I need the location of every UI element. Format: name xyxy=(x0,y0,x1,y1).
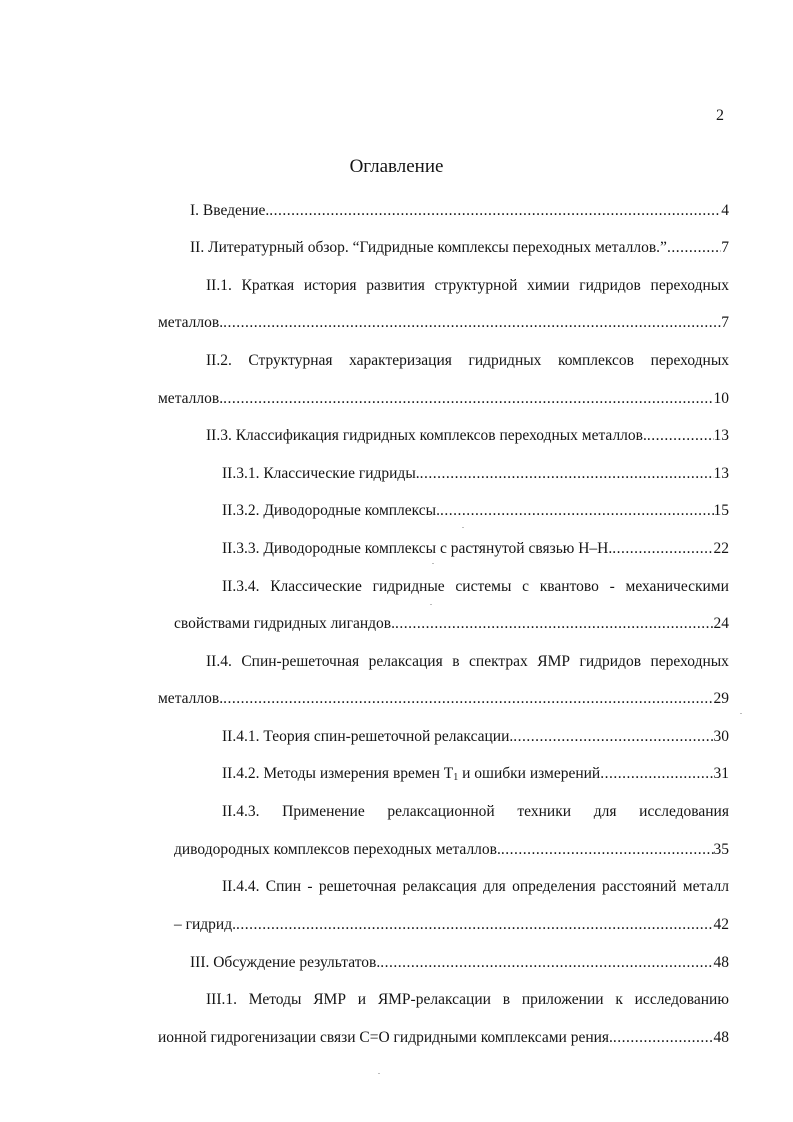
toc-leader-dots xyxy=(647,426,714,446)
toc-page-number: 13 xyxy=(713,465,729,482)
toc-page-number: 24 xyxy=(713,615,729,632)
toc-word: переходных xyxy=(650,352,729,369)
toc-word: химии xyxy=(527,277,570,294)
toc-word: к xyxy=(615,991,623,1008)
toc-entry-iii1-line1[interactable] xyxy=(206,990,729,1010)
toc-leader-dots xyxy=(269,201,721,221)
scan-speck xyxy=(378,1073,380,1074)
toc-word: системы xyxy=(455,578,512,595)
toc-word: ЯМР xyxy=(313,991,346,1008)
toc-page-number: 29 xyxy=(713,690,729,707)
toc-leader-dots xyxy=(612,539,713,559)
page-number: 2 xyxy=(716,107,724,124)
toc-word: - xyxy=(307,878,313,895)
toc-entry-results-discussion[interactable] xyxy=(190,953,729,973)
toc-word: исследования xyxy=(639,803,729,820)
toc-leader-dots xyxy=(223,389,713,409)
toc-word: Классические xyxy=(270,578,362,595)
toc-page-number: 4 xyxy=(721,202,729,219)
scan-speck xyxy=(462,527,464,528)
toc-word: решеточная xyxy=(318,878,397,895)
subscript-one: 1 xyxy=(453,772,459,783)
toc-word: Методы xyxy=(248,991,302,1008)
toc-leader-dots xyxy=(513,727,713,747)
toc-word: развития xyxy=(366,277,425,294)
toc-page-number: 42 xyxy=(713,916,729,933)
toc-page-number: 13 xyxy=(713,427,729,444)
toc-word: структурной xyxy=(434,277,518,294)
toc-word: III.1. xyxy=(206,991,237,1008)
toc-text-part: и ошибки измерений xyxy=(458,765,601,782)
toc-entry-text: металлов. xyxy=(158,390,224,407)
toc-page-number: 48 xyxy=(713,1029,729,1046)
toc-word: Спин-решеточная xyxy=(241,653,360,670)
toc-word: Структурная xyxy=(248,352,333,369)
toc-entry-text: II.3.2. Диводородные комплексы. xyxy=(222,502,440,519)
toc-entry-ii3[interactable] xyxy=(206,426,729,446)
toc-leader-dots xyxy=(420,464,714,484)
toc-entry-ii41[interactable] xyxy=(222,727,729,747)
toc-leader-dots xyxy=(440,501,714,521)
toc-leader-dots xyxy=(600,764,713,784)
toc-leader-dots xyxy=(236,915,714,935)
toc-word: металл xyxy=(682,878,729,895)
toc-entry-text: II.3.3. Диводородные комплексы с растянутой связью Н–Н. xyxy=(222,540,613,557)
toc-word: ЯМР-релаксации xyxy=(377,991,491,1008)
toc-entry-text: ионной гидрогенизации связи С=О гидридными комплексами рения. xyxy=(158,1029,613,1046)
toc-entry-text: I. Введение. xyxy=(190,202,270,219)
toc-entry-ii1-line1[interactable] xyxy=(206,276,729,296)
toc-word: II.2. xyxy=(206,352,232,369)
toc-leader-dots xyxy=(223,689,713,709)
toc-entry-text: диводородных комплексов переходных металлов. xyxy=(174,841,501,858)
toc-entry-ii31[interactable] xyxy=(222,464,729,484)
toc-page-number: 22 xyxy=(713,540,729,557)
toc-page-number: 15 xyxy=(713,502,729,519)
toc-entry-ii34-line2[interactable] xyxy=(174,614,729,634)
toc-word: релаксационной xyxy=(387,803,495,820)
toc-entry-iii1-line2[interactable] xyxy=(158,1028,729,1048)
toc-word: Краткая xyxy=(241,277,295,294)
toc-word: в xyxy=(452,653,460,670)
toc-entry-ii44-line1[interactable] xyxy=(222,877,729,897)
toc-word: II.4.4. xyxy=(222,878,260,895)
toc-leader-dots xyxy=(667,238,721,258)
toc-entry-text: III. Обсуждение результатов. xyxy=(190,954,381,971)
toc-word: гидридные xyxy=(372,578,445,595)
toc-entry-ii2-line1[interactable] xyxy=(206,351,729,371)
toc-entry-text: свойствами гидридных лигандов. xyxy=(174,615,395,632)
toc-entry-text: металлов. xyxy=(158,314,224,331)
toc-entry-text: II. Литературный обзор. “Гидридные комплексы переходных металлов.” xyxy=(190,239,667,256)
toc-page-number: 30 xyxy=(713,728,729,745)
toc-word: расстояний xyxy=(602,878,677,895)
toc-leader-dots xyxy=(380,953,713,973)
toc-entry-text: – гидрид. xyxy=(174,916,236,933)
toc-word: ЯМР xyxy=(537,653,570,670)
scan-speck xyxy=(432,563,434,564)
toc-word: II.4. xyxy=(206,653,232,670)
toc-leader-dots xyxy=(223,313,721,333)
toc-word: с xyxy=(522,578,529,595)
toc-entry-ii43-line2[interactable] xyxy=(174,840,729,860)
toc-leader-dots xyxy=(613,1028,714,1048)
toc-word: определения xyxy=(512,878,596,895)
toc-word: гидридов xyxy=(579,653,642,670)
toc-word: Применение xyxy=(282,803,365,820)
toc-word: приложении xyxy=(521,991,604,1008)
toc-word: переходных xyxy=(650,277,729,294)
toc-word: спектрах xyxy=(469,653,528,670)
toc-entry-text: металлов. xyxy=(158,690,224,707)
toc-entry-introduction[interactable] xyxy=(190,201,729,221)
toc-text-part: II.4.2. Методы измерения времен T xyxy=(222,765,454,782)
toc-word: II.3.4. xyxy=(222,578,260,595)
toc-entry-ii43-line1[interactable] xyxy=(222,802,729,822)
toc-word: характеризация xyxy=(349,352,452,369)
toc-entry-ii4-line1[interactable] xyxy=(206,652,729,672)
toc-page-number: 48 xyxy=(713,954,729,971)
toc-entry-text: II.4.1. Теория спин-решеточной релаксации. xyxy=(222,728,514,745)
scan-speck xyxy=(740,713,742,714)
toc-leader-dots xyxy=(395,614,714,634)
toc-entry-text xyxy=(222,764,600,788)
toc-entry-ii44-line2[interactable] xyxy=(174,915,729,935)
toc-entry-ii33[interactable] xyxy=(222,539,729,559)
toc-word: переходных xyxy=(650,653,729,670)
toc-word: релаксация xyxy=(402,878,477,895)
toc-word: квантово xyxy=(539,578,599,595)
toc-page-number: 35 xyxy=(713,841,729,858)
toc-word: Спин xyxy=(265,878,302,895)
toc-word: для xyxy=(483,878,506,895)
toc-word: исследованию xyxy=(634,991,729,1008)
toc-word: и xyxy=(357,991,367,1008)
toc-page-number: 31 xyxy=(713,765,729,782)
toc-page-number: 7 xyxy=(721,239,729,256)
toc-word: для xyxy=(593,803,617,820)
toc-word: релаксация xyxy=(368,653,443,670)
toc-entry-ii4-line2[interactable] xyxy=(158,689,729,709)
scan-speck xyxy=(430,604,432,605)
toc-page-number: 7 xyxy=(721,314,729,331)
toc-word: техники xyxy=(517,803,572,820)
toc-entry-ii42[interactable] xyxy=(222,764,729,788)
toc-word: история xyxy=(303,277,357,294)
toc-word: комплексов xyxy=(557,352,634,369)
toc-entry-ii1-line2[interactable] xyxy=(158,313,729,333)
toc-word: механическими xyxy=(625,578,729,595)
toc-entry-literature-review[interactable] xyxy=(190,238,729,258)
toc-leader-dots xyxy=(501,840,714,860)
toc-entry-ii32[interactable] xyxy=(222,501,729,521)
toc-entry-ii34-line1[interactable] xyxy=(222,577,729,597)
toc-word: - xyxy=(609,578,615,595)
toc-entry-text: II.3. Классификация гидридных комплексов переходных металлов. xyxy=(206,427,647,444)
toc-page-number: 10 xyxy=(713,390,729,407)
toc-entry-ii2-line2[interactable] xyxy=(158,389,729,409)
toc-word: в xyxy=(502,991,511,1008)
page-title: Оглавление xyxy=(349,156,444,177)
toc-word: гидридов xyxy=(579,277,641,294)
toc-word: II.4.3. xyxy=(222,803,260,820)
toc-entry-text: II.3.1. Классические гидриды. xyxy=(222,465,420,482)
toc-word: II.1. xyxy=(206,277,232,294)
toc-word: гидридных xyxy=(468,352,542,369)
